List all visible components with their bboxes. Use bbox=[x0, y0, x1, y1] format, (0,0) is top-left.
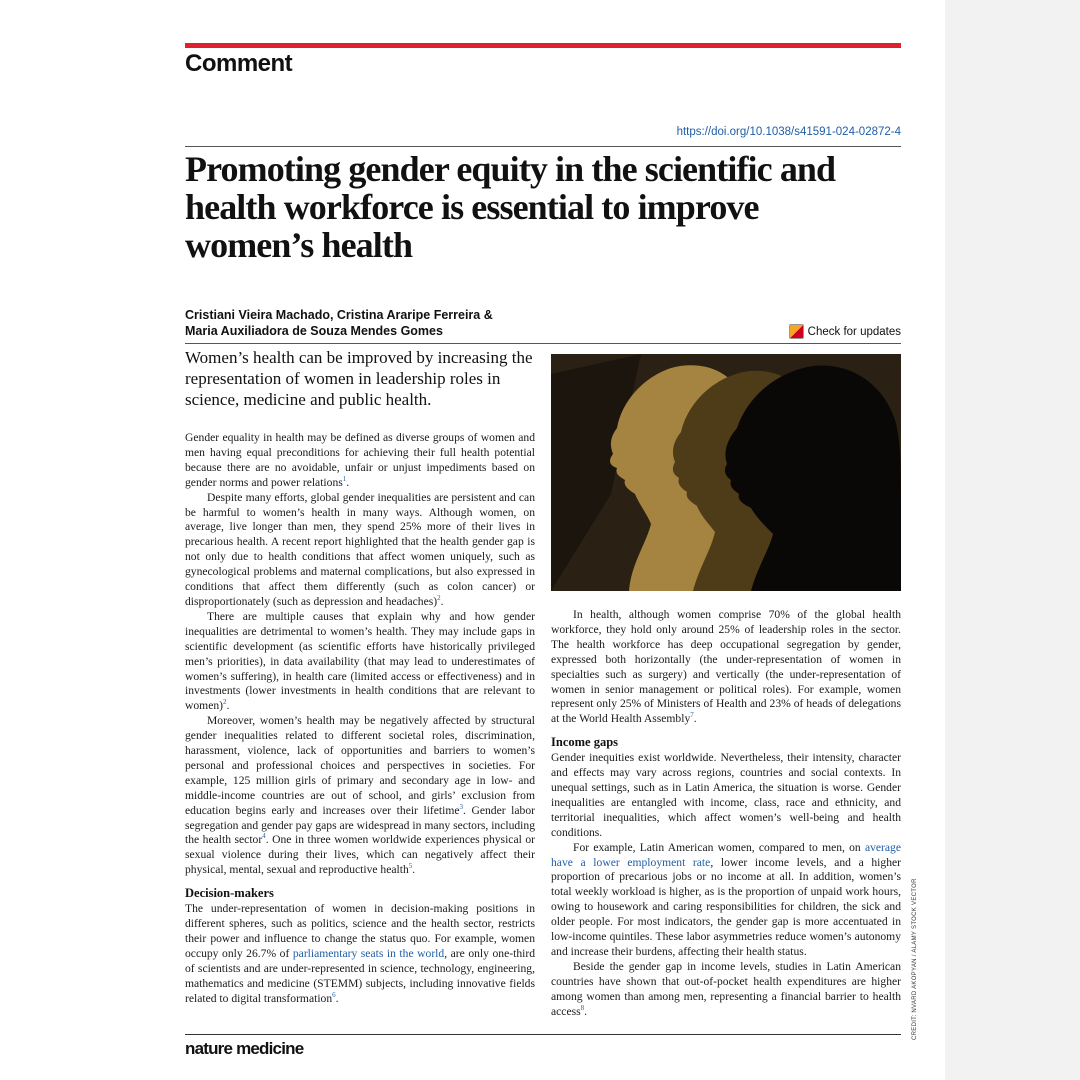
reference-link[interactable]: 8 bbox=[580, 1003, 585, 1012]
image-credit: CREDIT: NVARD AKOPYAN / ALAMY STOCK VECTOR bbox=[912, 878, 918, 1040]
section-label: Comment bbox=[185, 50, 293, 77]
reference-link[interactable]: 7 bbox=[690, 711, 694, 720]
crossmark-icon bbox=[789, 324, 804, 339]
margin-shade bbox=[945, 0, 1080, 1080]
reference-link[interactable]: 1 bbox=[342, 474, 347, 483]
paragraph: Despite many efforts, global gender inequalities are persistent and can be harmful to women’s health in many ways. Although women, on average, live longer than men, they spend 25% more of their lives in precarious health. A recent report highlighted that the health gender gap is not only due to health conditions that affect women uniquely, such as gynecological problems and maternal complications, but also expressed in conditions that affect them differently (such as colon cancer) or disproportionately (such as depression and headaches)$^2$. bbox=[185, 490, 535, 608]
doi-link[interactable]: https://doi.org/10.1038/s41591-024-02872-4 bbox=[676, 126, 901, 138]
reference-link[interactable]: 5 bbox=[408, 862, 413, 871]
footer-rule bbox=[185, 1034, 901, 1035]
authors-rule bbox=[185, 343, 901, 344]
paragraph: There are multiple causes that explain why and how gender inequalities are detrimental to women’s health. They may include gaps in scientific development (as scientific efforts have historically privileged men’s priorities), in data availability (that may lead to underestimates of women’s suffering), in health care (limited access or effectiveness) and in investments (lower investments in health conditions that are relevant to women)$^2$. bbox=[185, 609, 535, 713]
paragraph: Moreover, women’s health may be negatively affected by structural gender inequalities related to different societal roles, discrimination, harassment, violence, lack of opportunities and barriers to women’s personal and professional choices and perspectives in societies. For example, 125 million girls of primary and secondary age in low- and middle-income countries are out of school, and girls’ exclusion from education begins early and increases over their lifetime$^3$. Gender labor segregation and gender pay gaps are widespread in many sectors, including the health sector$^4$. One in three women worldwide experiences physical or sexual violence during their lives, which can negatively affect their physical, mental, sexual and reproductive health$^5$. bbox=[185, 714, 535, 877]
paragraph: Gender inequities exist worldwide. Nevertheless, their intensity, character and effects may vary across regions, countries and social contexts. In unequal settings, such as in Latin America, the situation is worse. Gender inequalities are entangled with income, class, race and ethnicity, and territorial inequalities, which affect women’s well-being and health conditions. bbox=[551, 751, 901, 839]
check-for-updates-label: Check for updates bbox=[807, 325, 901, 338]
paragraph: For example, Latin American women, compared to men, on average have a lower employment rate, lower income levels, and a higher proportion of precarious jobs or no income at all. In addition, women’s total weekly workload is higher, as is the proportion of unpaid work hours, owing to housework and caring responsibilities for children, the sick and older people. For most indicators, the gender gap is more accentuated in low-income quintiles. These labor asymmetries reduce women’s autonomy and increase their burdens, affecting their health status. bbox=[551, 840, 901, 958]
reference-link[interactable]: 2 bbox=[437, 594, 441, 603]
women-silhouettes-illustration bbox=[551, 354, 901, 591]
paragraph: In health, although women comprise 70% of the global health workforce, they hold only around 25% of leadership roles in the sector. The health workforce has deep occupational segregation by gender, expressed both horizontally (the under-representation of women in specialties such as surgery) and vertically (the under-representation of women in senior management or political roles). For example, women represent only 25% of Ministers of Health and 23% of heads of delegations at the World Health Assembly$^7$. bbox=[551, 608, 901, 726]
paragraph: The under-representation of women in decision-making positions in different spheres, such as politics, science and the health sector, restricts their power and influence to change the status quo. For example, women occupy only 26.7% of parliamentary seats in the world, are only one-third of scientists and are under-represented in science, technology, engineering, mathematics and medicine (STEMM) subjects, including innovative fields related to digital transformation$^6$. bbox=[185, 902, 535, 1005]
section-color-bar bbox=[185, 43, 901, 48]
paragraph: Gender equality in health may be defined as diverse groups of women and men having equal preconditions for achieving their full health potential because there are no avoidable, unfair or unjust impediments based on gender norms and power relations$^1$. bbox=[185, 431, 535, 489]
section-heading-income-gaps: Income gaps bbox=[551, 735, 619, 750]
author-line-2: Maria Auxiliadora de Souza Mendes Gomes bbox=[185, 324, 443, 338]
reference-link[interactable]: 4 bbox=[262, 832, 266, 841]
reference-link[interactable]: 6 bbox=[332, 990, 336, 999]
check-for-updates-button[interactable] bbox=[789, 324, 901, 339]
standfirst: Women’s health can be improved by increasing the representation of women in leadership roles in science, medicine and public health. bbox=[185, 348, 533, 409]
paragraph: Beside the gender gap in income levels, studies in Latin American countries have shown that out-of-pocket health expenditures are higher among women than among men, representing a financial barrier to health access$^8$. bbox=[551, 959, 901, 1018]
employment-rate-link[interactable]: average have a lower employment rate bbox=[551, 840, 901, 869]
right-column bbox=[551, 608, 901, 1019]
reference-link[interactable]: 3 bbox=[459, 802, 464, 811]
header-rule bbox=[185, 146, 901, 147]
author-list bbox=[185, 307, 585, 339]
journal-logo: nature medicine bbox=[185, 1039, 304, 1058]
author-line-1: Cristiani Vieira Machado, Cristina Araripe Ferreira & bbox=[185, 308, 493, 322]
reference-link[interactable]: 2 bbox=[223, 698, 227, 707]
left-column bbox=[185, 431, 535, 1006]
parliamentary-seats-link[interactable]: parliamentary seats in the world bbox=[292, 946, 445, 960]
article-title: Promoting gender equity in the scientific and health workforce is essential to improve women’s health bbox=[185, 149, 836, 265]
section-heading-decision-makers: Decision-makers bbox=[185, 886, 274, 901]
